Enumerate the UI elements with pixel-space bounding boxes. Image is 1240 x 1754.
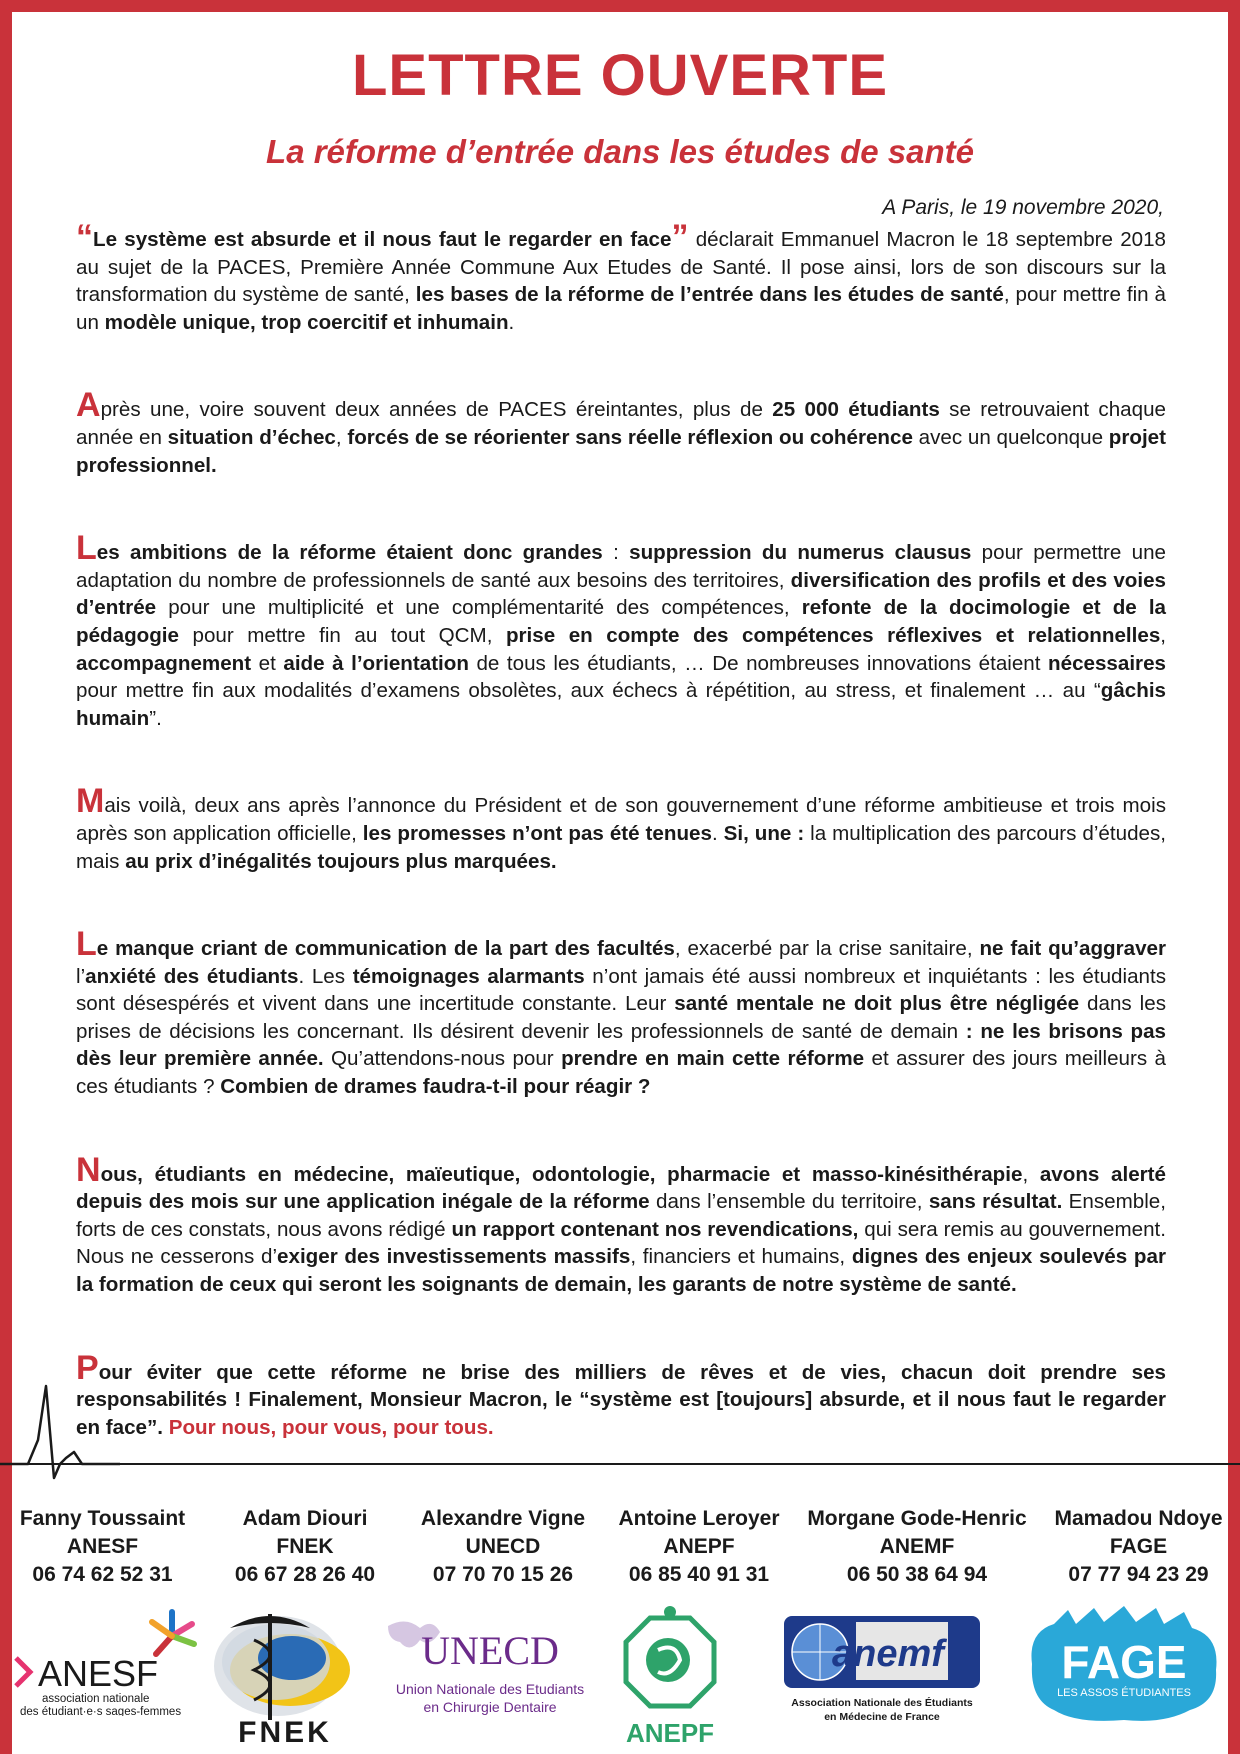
signer-name: Antoine Leroyer <box>618 1507 780 1530</box>
bold-span: : ne les brisons pas dès leur première année. <box>76 1019 1166 1071</box>
text-span: pour mettre fin au tout QCM, <box>178 623 506 647</box>
text-span: l’ <box>76 964 86 988</box>
signer-fnek <box>205 1505 405 1589</box>
text-span: pour mettre fin aux modalités d’examens obsolètes, aux échecs à répétition, au stress, et finalement … au “ <box>76 679 1101 703</box>
text-span: pour permettre une adaptation du nombre de professionnels de santé aux besoins des territoires, <box>76 541 1167 592</box>
text-span: se retrouvaient chaque année en <box>76 398 1166 449</box>
text-span: pour une multiplicité et une complémentarité des compétences, <box>156 596 802 620</box>
anesf-logo <box>12 1606 202 1716</box>
paragraph-3 <box>76 529 1167 732</box>
unecd-logo <box>380 1618 590 1728</box>
bold-span: les bases de la réforme de l’entrée dans les études de santé <box>415 283 1004 307</box>
signer-phone: 06 67 28 26 40 <box>234 1563 376 1586</box>
text-span: et assurer des jours meilleurs à ces étudiants ? <box>76 1047 1166 1099</box>
anepf-wordmark: ANEPF <box>625 1718 715 1748</box>
signer-phone: 07 77 94 23 29 <box>1068 1563 1209 1586</box>
text-span: de tous les étudiants, … De nombreuses innovations étaient <box>468 651 1049 675</box>
signer-phone: 06 74 62 52 31 <box>32 1563 173 1586</box>
bold-span: 25 000 étudiants <box>772 398 940 422</box>
page-subtitle: La réforme d’entrée dans les études de santé <box>266 133 974 170</box>
text-span: avec un quelconque <box>912 425 1109 449</box>
fage-wordmark: FAGE <box>1061 1636 1187 1688</box>
partner-logos <box>0 1600 1240 1754</box>
closing-slogan: Pour nous, pour vous, pour tous. <box>163 1415 494 1439</box>
text-span: , financiers et humains, <box>630 1245 852 1269</box>
bold-span: santé mentale ne doit plus être négligée <box>674 992 1080 1016</box>
anesf-caption-1: association nationale <box>42 1693 150 1705</box>
anemf-caption-1: Association Nationale des Étudiants <box>791 1697 973 1709</box>
unecd-caption-1: Union Nationale des Etudiants <box>395 1681 585 1697</box>
bold-span: diversification des profils et des voies d’entrée <box>76 568 1166 620</box>
signer-anesf <box>0 1505 205 1589</box>
bold-span: situation d’échec <box>167 425 336 449</box>
text-span: , <box>335 425 348 449</box>
drop-cap: N <box>76 1150 101 1189</box>
bold-span: nécessaires <box>1048 651 1166 675</box>
signer-name: Adam Diouri <box>242 1507 368 1530</box>
bold-span: refonte de la docimologie et de la pédagogie <box>76 596 1166 647</box>
quote-text: Le système est absurde et il nous faut le regarder en face <box>93 228 672 251</box>
letter-body <box>76 218 1167 1441</box>
text-span: qui sera remis au gouvernement. Nous ne cesserons d’ <box>76 1217 1166 1269</box>
heartbeat-line-icon <box>0 1380 120 1480</box>
bold-span: dignes des enjeux soulevés par la formation de ceux qui seront les soignants de demain, les garants de notre système de santé. <box>76 1245 1166 1297</box>
signer-name: Fanny Toussaint <box>19 1507 186 1530</box>
text-span: la multiplication des parcours d’études, mais <box>76 821 1166 873</box>
bold-span: ous, étudiants en médecine, maïeutique, odontologie, pharmacie et masso-kinésithérapie <box>100 1162 1023 1186</box>
fnek-logo <box>210 1600 360 1750</box>
drop-cap: L <box>76 925 97 964</box>
page-title: LETTRE OUVERTE <box>351 43 889 108</box>
open-quote-mark: “ <box>76 218 93 256</box>
text-span: dans l’ensemble du territoire, <box>649 1190 929 1214</box>
bold-span: prise en compte des compétences réflexives et relationnelles <box>505 623 1161 647</box>
bold-span: modèle unique, trop coercitif et inhumain <box>104 310 509 334</box>
signer-org: UNECD <box>465 1535 541 1558</box>
bold-span: gâchis humain <box>76 679 1166 730</box>
signer-unecd <box>405 1505 601 1589</box>
signer-phone: 06 50 38 64 94 <box>846 1563 988 1586</box>
bold-span: accompagnement <box>76 651 252 675</box>
close-quote-mark: ” <box>671 218 689 256</box>
bold-span: au prix d’inégalités toujours plus marquées. <box>125 849 557 873</box>
signer-name: Alexandre Vigne <box>420 1507 586 1530</box>
bold-span: Combien de drames faudra-t-il pour réagir ? <box>220 1075 651 1099</box>
drop-cap: M <box>76 782 105 821</box>
anepf-logo <box>610 1602 730 1752</box>
unecd-wordmark: UNECD <box>421 1628 559 1673</box>
text-span: , <box>1160 623 1167 647</box>
bold-span: our éviter que cette réforme ne brise des milliers de rêves et de vies, chacun doit prendre ses responsabilités ! Finalement, Monsieur Macron, le “système est [toujours] absurde, et il nous faut le regarder en face”. <box>76 1360 1166 1439</box>
signer-org: FNEK <box>276 1535 334 1558</box>
text-span: n’ont jamais été aussi nombreux et inquiétants : les étudiants sont désespérés et vivent dans une incertitude constante. Leur <box>76 964 1167 1016</box>
text-span: ”. <box>149 706 162 730</box>
text-span: dans les prises de décisions les concernant. Ils désirent devenir les professionnels de santé de demain <box>76 992 1166 1043</box>
anesf-wordmark: ANESF <box>38 1653 159 1694</box>
paragraph-7 <box>76 1348 1166 1442</box>
signer-org: ANESF <box>66 1535 139 1558</box>
signatories <box>0 1505 1240 1589</box>
bold-span: ne fait qu’aggraver <box>979 937 1167 961</box>
drop-cap: P <box>76 1348 99 1387</box>
text-span: : <box>602 541 630 565</box>
bold-span: avons alerté depuis des mois sur une application inégale de la réforme <box>76 1162 1166 1214</box>
text-span: . <box>711 821 724 845</box>
fage-caption: LES ASSOS ÉTUDIANTES <box>1057 1687 1191 1699</box>
bold-span: aide à l’orientation <box>283 651 469 675</box>
bold-span: les promesses n’ont pas été tenues <box>362 821 712 845</box>
text-span: , <box>1022 1162 1040 1186</box>
paragraph-6 <box>76 1150 1166 1299</box>
fnek-wordmark: FNEK <box>238 1716 332 1749</box>
divider-line <box>0 1463 1240 1465</box>
drop-cap: L <box>76 529 97 568</box>
signer-org: ANEPF <box>663 1535 735 1558</box>
anemf-wordmark: anemf <box>832 1633 944 1675</box>
anesf-caption-2: des étudiant·e·s sages-femmes <box>20 1706 182 1716</box>
bold-span: Si, une : <box>723 821 805 845</box>
signer-anemf <box>797 1505 1037 1589</box>
dateline: A Paris, le 19 novembre 2020, <box>882 196 1164 219</box>
text-span: Qu’attendons-nous pour <box>323 1047 562 1071</box>
bold-span: un rapport contenant nos revendications, <box>451 1217 859 1241</box>
text-span: près une, voire souvent deux années de PACES éreintantes, plus de <box>100 398 773 422</box>
text-span: ais voilà, deux ans après l’annonce du Président et de son gouvernement d’une réforme ambitieuse et trois mois après son application officielle, <box>76 794 1166 845</box>
text-span: . Les <box>298 964 353 988</box>
bold-span: témoignages alarmants <box>352 964 585 988</box>
fage-logo <box>1024 1606 1224 1726</box>
text-span: . <box>508 310 515 334</box>
bold-span: es ambitions de la réforme étaient donc grandes <box>96 541 603 565</box>
text-span: , exacerbé par la crise sanitaire, <box>674 937 980 961</box>
paragraph-5 <box>76 925 1167 1101</box>
paragraph-2 <box>76 386 1166 479</box>
bold-span: e manque criant de communication de la part des facultés <box>96 937 675 961</box>
bold-span: prendre en main cette réforme <box>561 1047 865 1071</box>
text-span: Ensemble, forts de ces constats, nous avons rédigé <box>76 1190 1166 1241</box>
paragraph-1 <box>76 218 1167 336</box>
star-burst-icon <box>152 1612 194 1654</box>
signer-org: FAGE <box>1109 1535 1168 1558</box>
text-span: et <box>251 651 284 675</box>
signer-org: ANEMF <box>879 1535 955 1558</box>
bold-span: exiger des investissements massifs <box>277 1245 631 1269</box>
bold-span: projet professionnel. <box>76 425 1166 477</box>
unecd-caption-2: en Chirurgie Dentaire <box>423 1699 557 1715</box>
text-span: , pour mettre fin à un <box>76 283 1166 334</box>
text-span: déclarait Emmanuel Macron le 18 septembre 2018 au sujet de la PACES, Première Année Commune Aux Etudes de Santé. Il pose ainsi, lors de son discours sur la transformation du système de santé, <box>76 228 1167 307</box>
bold-span: sans résultat. <box>928 1190 1063 1214</box>
bold-span: anxiété des étudiants <box>85 964 299 988</box>
paragraph-4 <box>76 782 1166 875</box>
signer-phone: 06 85 40 91 31 <box>628 1563 770 1586</box>
anemf-caption-2: en Médecine de France <box>824 1711 940 1723</box>
signer-name: Morgane Gode-Henric <box>807 1507 1027 1530</box>
bold-span: forcés de se réorienter sans réelle réflexion ou cohérence <box>347 425 913 449</box>
anemf-logo <box>780 1612 990 1732</box>
signer-anepf <box>601 1505 797 1589</box>
drop-cap: A <box>76 386 101 425</box>
bold-span: suppression du numerus clausus <box>629 541 972 565</box>
signer-phone: 07 70 70 15 26 <box>432 1563 574 1586</box>
signer-fage <box>1037 1505 1240 1589</box>
signer-name: Mamadou Ndoye <box>1054 1507 1223 1530</box>
